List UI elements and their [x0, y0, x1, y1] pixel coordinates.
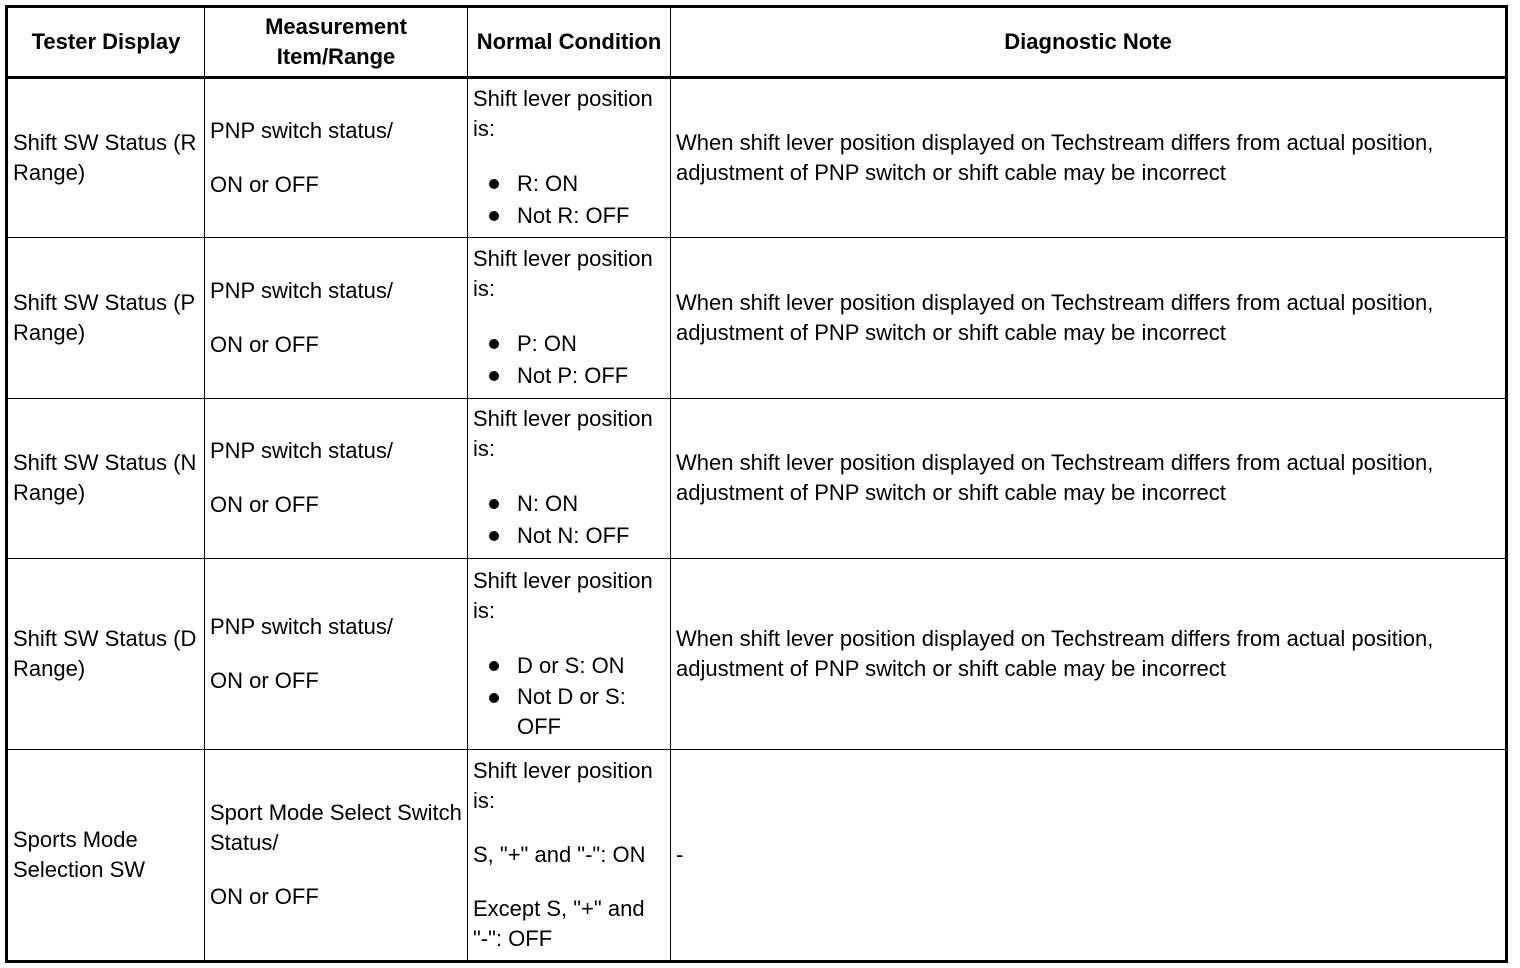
- bullet-icon: [489, 531, 499, 541]
- measurement-range: ON or OFF: [210, 332, 319, 358]
- condition-item: P: ON: [517, 331, 577, 357]
- diagnostic-note-cell: When shift lever position displayed on Techstream differs from actual position, adjustment of PNP switch or shift cable may be incorrect: [671, 238, 1507, 398]
- measurement-cell: [205, 559, 468, 749]
- bullet-icon: [489, 339, 499, 349]
- normal-condition-cell: [468, 559, 671, 749]
- table-row: [7, 749, 1507, 962]
- measurement-item: PNP switch status/: [210, 613, 393, 639]
- normal-condition-cell: [468, 398, 671, 558]
- measurement-range: ON or OFF: [210, 883, 319, 909]
- bullet-icon: [489, 371, 499, 381]
- table-row: [7, 559, 1507, 749]
- diagnostic-data-table: [5, 5, 1508, 963]
- tester-display-cell: Shift SW Status (R Range): [7, 78, 205, 238]
- header-row: [7, 7, 1507, 78]
- condition-item: D or S: ON: [517, 652, 625, 678]
- list-item: [489, 328, 665, 360]
- list-item: [489, 650, 665, 682]
- condition-list: [473, 168, 665, 232]
- header-normal-condition: Normal Condition: [468, 7, 671, 78]
- table-row: [7, 78, 1507, 238]
- condition-list: [473, 328, 665, 392]
- measurement-cell: [205, 238, 468, 398]
- measurement-range: ON or OFF: [210, 172, 319, 198]
- tester-display-cell: Shift SW Status (N Range): [7, 398, 205, 558]
- measurement-range: ON or OFF: [210, 667, 319, 693]
- normal-condition-cell: [468, 78, 671, 238]
- condition-line: Except S, "+" and "-": OFF: [473, 895, 645, 951]
- list-item: [489, 488, 665, 520]
- normal-condition-cell: [468, 238, 671, 398]
- tester-display-cell: Shift SW Status (P Range): [7, 238, 205, 398]
- measurement-range: ON or OFF: [210, 492, 319, 518]
- list-item: [489, 520, 665, 552]
- header-diagnostic-note: Diagnostic Note: [671, 7, 1507, 78]
- condition-line: S, "+" and "-": ON: [473, 841, 646, 867]
- condition-item: Not R: OFF: [517, 203, 630, 229]
- condition-item: Not P: OFF: [517, 363, 629, 389]
- measurement-item: PNP switch status/: [210, 438, 393, 464]
- tester-display-cell: Shift SW Status (D Range): [7, 559, 205, 749]
- diagnostic-note-cell: When shift lever position displayed on Techstream differs from actual position, adjustment of PNP switch or shift cable may be incorrect: [671, 398, 1507, 558]
- tester-display-cell: Sports Mode Selection SW: [7, 749, 205, 962]
- list-item: [489, 168, 665, 200]
- table-row: [7, 398, 1507, 558]
- condition-item: Not D or S: OFF: [517, 683, 626, 739]
- bullet-icon: [489, 693, 499, 703]
- condition-item: Not N: OFF: [517, 523, 630, 549]
- measurement-item: PNP switch status/: [210, 278, 393, 304]
- condition-intro: Shift lever position is:: [473, 86, 653, 142]
- list-item: [489, 360, 665, 392]
- condition-intro: Shift lever position is:: [473, 567, 653, 623]
- bullet-icon: [489, 211, 499, 221]
- bullet-icon: [489, 499, 499, 509]
- measurement-cell: [205, 78, 468, 238]
- measurement-cell: [205, 398, 468, 558]
- diagnostic-note-cell: When shift lever position displayed on Techstream differs from actual position, adjustment of PNP switch or shift cable may be incorrect: [671, 78, 1507, 238]
- measurement-item: PNP switch status/: [210, 118, 393, 144]
- condition-intro: Shift lever position is:: [473, 246, 653, 302]
- condition-intro: Shift lever position is:: [473, 406, 653, 462]
- condition-list: [473, 488, 665, 552]
- normal-condition-cell: [468, 749, 671, 962]
- condition-item: R: ON: [517, 171, 579, 197]
- bullet-icon: [489, 661, 499, 671]
- list-item: [489, 200, 665, 232]
- condition-intro: Shift lever position is:: [473, 757, 653, 813]
- header-tester-display: Tester Display: [7, 7, 205, 78]
- diagnostic-note-cell: -: [671, 749, 1507, 962]
- condition-list: [473, 650, 665, 742]
- condition-item: N: ON: [517, 491, 579, 517]
- bullet-icon: [489, 179, 499, 189]
- header-measurement-item: Measurement Item/Range: [205, 7, 468, 78]
- diagnostic-note-cell: When shift lever position displayed on Techstream differs from actual position, adjustment of PNP switch or shift cable may be incorrect: [671, 559, 1507, 749]
- measurement-cell: [205, 749, 468, 962]
- list-item: [489, 682, 665, 742]
- measurement-item: Sport Mode Select Switch Status/: [210, 799, 462, 855]
- table-row: [7, 238, 1507, 398]
